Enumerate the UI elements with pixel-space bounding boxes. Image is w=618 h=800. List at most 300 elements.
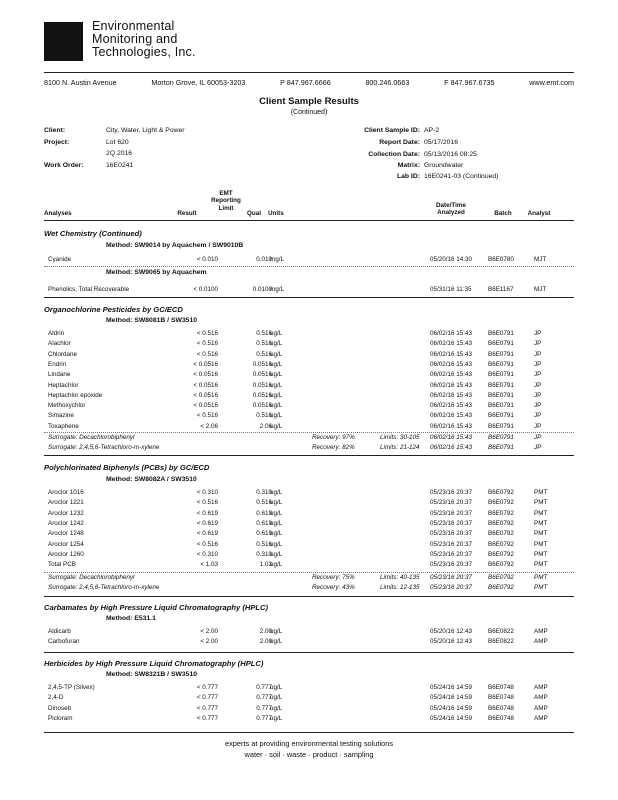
surrogate-limits: Limits: 21-124 (380, 444, 420, 452)
reporting-limit: 0.619 (256, 530, 272, 538)
batch-id: B6E0748 (488, 704, 514, 712)
method-wet-1: Method: SW9014 by Aquachem / SW9010B (106, 242, 244, 249)
units: ug/L (270, 422, 283, 430)
units: ug/L (270, 330, 283, 337)
table-row (44, 402, 574, 411)
surrogate-row (44, 444, 574, 453)
date-analyzed: 06/02/16 15:43 (430, 402, 473, 410)
section-title-herb: Herbicides by High Pressure Liquid Chromatography (HPLC) (44, 659, 264, 668)
workorder-label: Work Order: (44, 162, 84, 169)
date-analyzed: 05/20/16 14:30 (430, 256, 473, 263)
labid-label: Lab ID: (396, 173, 420, 180)
batch-id: B6E0792 (488, 489, 514, 496)
table-row (44, 541, 574, 550)
batch-id: B6E0792 (488, 499, 514, 507)
reporting-limit: 0.777 (256, 684, 272, 691)
ocp-surrogate-divider (44, 432, 574, 433)
method-herb: Method: SW8321B / SW3510 (106, 671, 198, 678)
table-row (44, 510, 574, 519)
address-street: 8100 N. Austin Avenue (44, 78, 117, 87)
letterhead-rule (44, 72, 574, 73)
table-row (44, 351, 574, 360)
method-wet-2: Method: SW9065 by Aquachem (106, 269, 207, 276)
units: ug/L (270, 561, 283, 569)
batch-id: B6E1167 (488, 286, 514, 293)
address-tollfree: 800.246.0663 (365, 78, 410, 87)
result-value: < 0.777 (196, 684, 218, 691)
batch-id: B6E0791 (488, 360, 514, 368)
reporting-limit: 0.310 (256, 489, 272, 496)
date-analyzed: 05/23/16 20:37 (430, 530, 473, 538)
batch-id: B6E0748 (488, 714, 514, 722)
report-subtitle: (Continued) (290, 109, 328, 116)
units: ug/L (270, 519, 283, 527)
result-value: < 2.06 (200, 422, 218, 430)
date-analyzed: 05/23/16 20:37 (430, 509, 473, 517)
analyte-name: 2,4-D (48, 694, 64, 702)
table-row (44, 705, 574, 714)
result-value: < 0.516 (196, 350, 218, 358)
col-limit: Limit (218, 204, 234, 212)
method-pcb: Method: SW8082A / SW3510 (106, 476, 197, 483)
analyst: AMP (534, 704, 548, 712)
client-value: City, Water, Light & Power (106, 127, 185, 134)
batch-id: B6E0792 (488, 530, 514, 538)
analyst: PMT (534, 489, 548, 496)
table-row (44, 286, 574, 295)
reporting-limit: 0.516 (256, 412, 272, 420)
analyte-name: Aroclor 1232 (48, 509, 84, 517)
analyst: JP (534, 391, 542, 399)
analyst: MJT (534, 256, 547, 263)
analyst: PMT (534, 584, 548, 592)
date-analyzed: 06/02/16 15:43 (430, 422, 473, 430)
method-ocp: Method: SW8081B / SW3510 (106, 317, 198, 324)
date-analyzed: 06/02/16 15:43 (430, 381, 473, 389)
result-value: < 0.516 (196, 412, 218, 420)
reporting-limit: 0.777 (256, 714, 272, 722)
reportdate-value: 05/17/2016 (424, 139, 459, 146)
batch-id: B6E0792 (488, 550, 514, 558)
table-row (44, 520, 574, 529)
company-name-line: Environmental (92, 19, 175, 33)
method-carb: Method: E531.1 (106, 615, 156, 622)
result-value: < 1.03 (200, 561, 218, 569)
units: ug/L (270, 350, 283, 358)
analyst: AMP (534, 694, 548, 702)
result-value: < 0.0516 (193, 381, 218, 389)
result-value: < 0.516 (196, 330, 218, 337)
address-fax: F 847.967.6735 (444, 78, 495, 87)
reporting-limit: 0.0516 (252, 402, 272, 410)
company-name-line: Technologies, Inc. (92, 45, 196, 59)
result-value: < 0.516 (196, 540, 218, 548)
analyst: PMT (534, 574, 548, 581)
surrogate-limits: Limits: 12-135 (380, 584, 420, 592)
analyte-name: Cyanide (48, 256, 72, 263)
header-rule (44, 220, 574, 221)
reporting-limit: 0.516 (256, 330, 272, 337)
units: ug/L (270, 694, 283, 702)
units: ug/L (270, 340, 283, 348)
batch-id: B6E0791 (488, 350, 514, 358)
reporting-limit: 0.777 (256, 694, 272, 702)
table-row (44, 340, 574, 349)
units: ug/L (270, 509, 283, 517)
date-analyzed: 06/02/16 15:43 (430, 391, 473, 399)
surrogate-name: Surrogate: Decachlorobiphenyl (48, 434, 135, 441)
surrogate-name: Surrogate: 2,4,5,6-Tetrachloro-m-xylene (48, 584, 160, 592)
table-row (44, 256, 574, 265)
report-title: Client Sample Results (259, 96, 359, 107)
surrogate-recovery: Recovery: 97% (312, 434, 355, 441)
analyst: PMT (534, 530, 548, 538)
batch-id: B6E0792 (488, 584, 514, 592)
result-value: < 2.00 (200, 628, 218, 635)
table-row (44, 638, 574, 647)
surrogate-recovery: Recovery: 43% (312, 584, 355, 592)
units: ug/L (270, 412, 283, 420)
analyst: JP (534, 444, 542, 452)
workorder-value: 16E0241 (106, 162, 134, 169)
batch-id: B6E0792 (488, 519, 514, 527)
analyte-name: Aroclor 1260 (48, 550, 84, 558)
reporting-limit: 0.619 (256, 519, 272, 527)
table-row (44, 530, 574, 539)
result-value: < 0.310 (196, 550, 218, 558)
date-analyzed: 05/20/16 12:43 (430, 628, 473, 635)
section-title-ocp: Organochlorine Pesticides by GC/ECD (44, 305, 183, 314)
project-label: Project: (44, 139, 70, 146)
result-value: < 0.0516 (193, 402, 218, 410)
result-value: < 0.516 (196, 499, 218, 507)
date-analyzed: 05/23/16 20:37 (430, 540, 473, 548)
surrogate-recovery: Recovery: 75% (312, 574, 355, 581)
date-analyzed: 06/02/16 15:43 (430, 444, 473, 452)
units: ug/L (270, 684, 283, 691)
wet-divider (44, 266, 574, 267)
date-analyzed: 05/24/16 14:59 (430, 714, 473, 722)
col-units: Units (268, 210, 284, 217)
footer-rule (44, 732, 574, 733)
analyte-name: Simazine (48, 412, 74, 420)
table-row (44, 715, 574, 724)
pcb-surrogate-divider (44, 572, 574, 573)
result-value: < 0.0516 (193, 371, 218, 379)
col-result: Result (177, 210, 197, 217)
batch-id: B6E0791 (488, 391, 514, 399)
reporting-limit: 0.516 (256, 499, 272, 507)
batch-id: B6E0822 (488, 638, 514, 646)
col-emt: EMT (219, 190, 233, 197)
surrogate-recovery: Recovery: 82% (312, 444, 355, 452)
sampleid-label: Client Sample ID: (364, 127, 420, 134)
analyst: PMT (534, 550, 548, 558)
analyst: JP (534, 330, 542, 337)
analyst: PMT (534, 499, 548, 507)
analyst: PMT (534, 519, 548, 527)
carb-end-rule (44, 652, 574, 653)
table-row (44, 392, 574, 401)
units: ug/L (270, 381, 283, 389)
footer-tagline: experts at providing environmental testing solutions (224, 739, 394, 748)
footer-services: water · soil · waste · product · sampling (244, 750, 374, 759)
matrix-value: Groundwater (424, 162, 464, 169)
table-row (44, 499, 574, 508)
col-reporting: Reporting (211, 197, 241, 205)
date-analyzed: 05/20/16 12:43 (430, 638, 473, 646)
units: ug/L (270, 371, 283, 379)
project-value-2: 2Q 2016 (106, 150, 133, 157)
units: ug/L (270, 540, 283, 548)
units: ug/L (270, 391, 283, 399)
analyst: JP (534, 340, 542, 348)
client-label: Client: (44, 127, 66, 134)
analyst: JP (534, 434, 542, 441)
analyte-name: Endrin (48, 360, 67, 368)
analyst: JP (534, 360, 542, 368)
batch-id: B6E0792 (488, 561, 514, 569)
analyte-name: Phenolics, Total Recoverable (48, 286, 130, 293)
result-value: < 0.619 (196, 519, 218, 527)
batch-id: B6E0780 (488, 256, 514, 263)
units: ug/L (270, 704, 283, 712)
batch-id: B6E0791 (488, 330, 514, 337)
date-analyzed: 06/02/16 15:43 (430, 412, 473, 420)
analyte-name: Aroclor 1254 (48, 540, 84, 548)
table-row (44, 561, 574, 570)
table-row (44, 684, 574, 693)
analyte-name: Aroclor 1248 (48, 530, 84, 538)
analyte-name: Methoxychlor (48, 402, 86, 410)
batch-id: B6E0791 (488, 381, 514, 389)
reporting-limit: 0.516 (256, 540, 272, 548)
analyte-name: Carbofuran (48, 638, 80, 646)
analyte-name: Aroclor 1221 (48, 499, 84, 507)
date-analyzed: 05/24/16 14:59 (430, 694, 473, 702)
address-phone: P 847.967.6666 (280, 78, 331, 87)
analyte-name: Aroclor 1016 (48, 489, 84, 496)
units: ug/L (270, 530, 283, 538)
units: ug/L (270, 489, 283, 496)
date-analyzed: 06/02/16 15:43 (430, 340, 473, 348)
analyst: PMT (534, 509, 548, 517)
analyst: PMT (534, 561, 548, 569)
company-address (44, 78, 574, 87)
table-row (44, 361, 574, 370)
analyst: JP (534, 381, 542, 389)
analyst: JP (534, 371, 542, 379)
col-analyses: Analyses (44, 210, 72, 217)
analyte-name: Alachlor (48, 340, 71, 348)
result-value: < 0.777 (196, 714, 218, 722)
analyte-name: Aldicarb (48, 628, 71, 635)
date-analyzed: 05/24/16 14:59 (430, 684, 473, 691)
analyst: JP (534, 422, 542, 430)
analyte-name: 2,4,5-TP (Silvex) (48, 684, 95, 691)
analyst: MJT (534, 286, 547, 293)
batch-id: B6E0748 (488, 684, 514, 691)
date-analyzed: 05/23/16 20:37 (430, 499, 473, 507)
analyst: AMP (534, 714, 548, 722)
analyte-name: Heptachlor (48, 381, 79, 389)
surrogate-limits: Limits: 40-135 (380, 574, 420, 581)
date-analyzed: 06/02/16 15:43 (430, 434, 473, 441)
address-website: www.emt.com (529, 78, 574, 87)
analyst: AMP (534, 638, 548, 646)
batch-id: B6E0822 (488, 628, 514, 635)
units: ug/L (270, 402, 283, 410)
analyst: JP (534, 350, 542, 358)
table-row (44, 489, 574, 498)
wet-end-rule (44, 297, 574, 298)
reporting-limit: 0.0516 (252, 360, 272, 368)
analyte-name: Dinoseb (48, 704, 72, 712)
date-analyzed: 05/23/16 20:37 (430, 584, 473, 592)
result-value: < 0.310 (196, 489, 218, 496)
col-analyzed: Analyzed (437, 209, 465, 217)
reporting-limit: 2.00 (259, 628, 272, 635)
surrogate-name: Surrogate: Decachlorobiphenyl (48, 574, 135, 581)
result-value: < 0.0516 (193, 360, 218, 368)
batch-id: B6E0791 (488, 412, 514, 420)
reporting-limit: 0.516 (256, 350, 272, 358)
analyte-name: Lindane (48, 371, 71, 379)
result-value: < 0.619 (196, 509, 218, 517)
units: ug/L (270, 499, 283, 507)
collection-label: Collection Date: (368, 151, 420, 158)
units: ug/L (270, 714, 283, 722)
table-row (44, 423, 574, 432)
surrogate-row (44, 584, 574, 593)
date-analyzed: 05/23/16 20:37 (430, 519, 473, 527)
matrix-label: Matrix: (397, 162, 420, 169)
units: ug/L (270, 638, 283, 646)
units: ug/L (270, 550, 283, 558)
units: mg/L (270, 286, 284, 293)
date-analyzed: 05/23/16 20:37 (430, 561, 473, 569)
units: ug/L (270, 360, 283, 368)
analyte-name: Aldrin (48, 330, 65, 337)
surrogate-row (44, 434, 574, 443)
date-analyzed: 06/02/16 15:43 (430, 371, 473, 379)
surrogate-row (44, 574, 574, 583)
reporting-limit: 0.0516 (252, 381, 272, 389)
batch-id: B6E0791 (488, 444, 514, 452)
table-row (44, 694, 574, 703)
result-value: < 0.0100 (193, 286, 218, 293)
company-logo (44, 22, 83, 61)
analyte-name: Chlordane (48, 350, 78, 358)
units: ug/L (270, 628, 283, 635)
result-value: < 0.0516 (193, 391, 218, 399)
result-value: < 0.010 (196, 256, 218, 263)
reporting-limit: 1.03 (259, 561, 272, 569)
result-value: < 0.777 (196, 704, 218, 712)
reportdate-label: Report Date: (379, 139, 420, 146)
batch-id: B6E0791 (488, 434, 514, 441)
batch-id: B6E0792 (488, 574, 514, 581)
pcb-end-rule (44, 596, 574, 597)
analyte-name: Aroclor 1242 (48, 519, 84, 527)
labid-value: 16E0241-03 (Continued) (424, 173, 499, 180)
date-analyzed: 05/24/16 14:59 (430, 704, 473, 712)
reporting-limit: 0.310 (256, 550, 272, 558)
company-name-line: Monitoring and (92, 32, 178, 46)
col-analyst: Analyst (527, 210, 551, 217)
reporting-limit: 0.619 (256, 509, 272, 517)
address-city: Morton Grove, IL 60053-3203 (151, 78, 246, 87)
date-analyzed: 05/23/16 20:37 (430, 489, 473, 496)
analyte-name: Total PCB (48, 561, 76, 569)
result-value: < 0.619 (196, 530, 218, 538)
col-qual: Qual (247, 210, 261, 217)
table-row (44, 371, 574, 380)
table-row (44, 382, 574, 391)
result-value: < 0.516 (196, 340, 218, 348)
batch-id: B6E0791 (488, 422, 514, 430)
table-row (44, 551, 574, 560)
date-analyzed: 06/02/16 15:43 (430, 350, 473, 358)
units: mg/L (270, 256, 284, 263)
batch-id: B6E0791 (488, 402, 514, 410)
reporting-limit: 0.516 (256, 340, 272, 348)
reporting-limit: 0.010 (256, 256, 272, 263)
date-analyzed: 06/02/16 15:43 (430, 360, 473, 368)
batch-id: B6E0792 (488, 540, 514, 548)
analyte-name: Picloram (48, 714, 73, 722)
table-row (44, 330, 574, 339)
collection-value: 05/13/2016 08:25 (424, 151, 477, 158)
section-title-wet: Wet Chemistry (Continued) (44, 229, 142, 238)
analyte-name: Toxaphene (48, 422, 79, 430)
surrogate-name: Surrogate: 2,4,5,6-Tetrachloro-m-xylene (48, 444, 160, 452)
analyst: PMT (534, 540, 548, 548)
batch-id: B6E0791 (488, 371, 514, 379)
ocp-end-rule (44, 455, 574, 456)
reporting-limit: 2.00 (259, 638, 272, 646)
col-emt-reporting (206, 190, 246, 212)
date-analyzed: 05/31/16 11:35 (430, 286, 472, 293)
analyst: JP (534, 402, 542, 410)
company-name (92, 20, 196, 59)
date-analyzed: 05/23/16 20:37 (430, 550, 473, 558)
result-value: < 0.777 (196, 694, 218, 702)
batch-id: B6E0748 (488, 694, 514, 702)
col-datetime (426, 202, 476, 217)
section-title-pcb: Polychlorinated Biphenyls (PCBs) by GC/ECD (44, 463, 210, 472)
reporting-limit: 0.0516 (252, 391, 272, 399)
analyst: AMP (534, 628, 548, 635)
table-row (44, 412, 574, 421)
col-datetime-label: Date/Time (436, 202, 466, 209)
batch-id: B6E0791 (488, 340, 514, 348)
table-row (44, 628, 574, 637)
analyst: AMP (534, 684, 548, 691)
reporting-limit: 2.06 (259, 422, 272, 430)
col-batch: Batch (494, 210, 512, 217)
result-value: < 2.00 (200, 638, 218, 646)
project-value: Lot 620 (106, 139, 129, 146)
batch-id: B6E0792 (488, 509, 514, 517)
section-title-carb: Carbamates by High Pressure Liquid Chromatography (HPLC) (44, 603, 269, 612)
sampleid-value: AP-2 (424, 127, 440, 134)
reporting-limit: 0.777 (256, 704, 272, 712)
date-analyzed: 06/02/16 15:43 (430, 330, 473, 337)
reporting-limit: 0.0516 (252, 371, 272, 379)
reporting-limit: 0.0100 (252, 286, 272, 293)
analyte-name: Heptachlor epoxide (48, 391, 103, 399)
